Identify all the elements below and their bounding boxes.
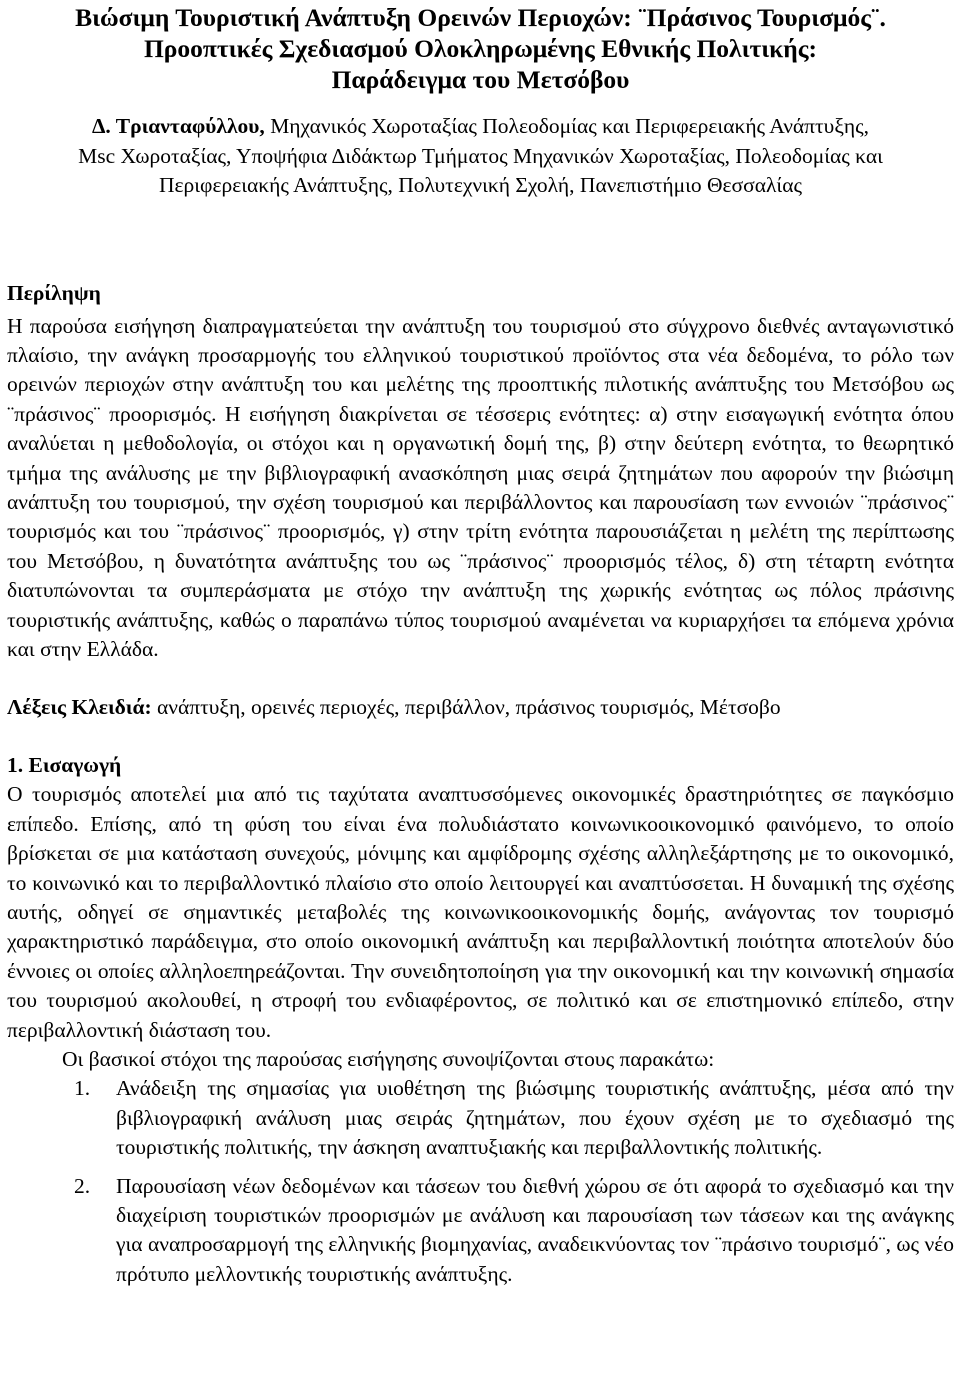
list-item-text: Ανάδειξη της σημασίας για υιοθέτηση της βιώσιμης τουριστικής ανάπτυξης, μέσα από την βιβλιογραφική ανάλυση μιας σειράς ζητημάτων, που έχουν σχέση με το σχεδιασμό της τουριστικής πολιτικής, την άσκηση αναπτυξιακής και περιβαλλοντικής πολιτικής. (116, 1076, 954, 1160)
author-line-2: Msc Χωροταξίας, Υποψήφια Διδάκτωρ Τμήματος Μηχανικών Χωροταξίας, Πολεοδομίας και (78, 143, 883, 168)
goals-intro: Οι βασικοί στόχοι της παρούσας εισήγησης συνοψίζονται στους παρακάτω: (62, 1047, 715, 1072)
goals-list (7, 1074, 954, 1289)
list-item-number: 1. (74, 1076, 91, 1101)
title-line-3: Παράδειγμα του Μετσόβου (331, 65, 630, 94)
list-item-text: Παρουσίαση νέων δεδομένων και τάσεων του διεθνή χώρου σε ότι αφορά το σχεδιασμό και την διαχείριση τουριστικών προορισμών με ανάλυση και παρουσίαση των τάσεων και της ανάγκης για αναπροσαρμογή της ελληνικής βιομηχανίας, αναδεικνύοντας τον ¨πράσινο τουρισμό¨, ως νέο πρότυπο μελλοντικής τουριστικής ανάπτυξης. (116, 1173, 954, 1286)
title-line-2: Προοπτικές Σχεδιασμού Ολοκληρωμένης Εθνικής Πολιτικής: (143, 34, 818, 63)
abstract-heading: Περίληψη (7, 280, 101, 305)
keywords-line (7, 693, 954, 722)
keywords-text: ανάπτυξη, ορεινές περιοχές, περιβάλλον, πράσινος τουρισμός, Μέτσοβο (151, 695, 781, 720)
list-item (7, 1074, 954, 1162)
introduction-paragraph: Ο τουρισμός αποτελεί μια από τις ταχύτατα αναπτυσσόμενες οικονομικές δραστηριότητες σε παγκόσμιο επίπεδο. Επίσης, από τη φύση του είναι ένα πολυδιάστατο κοινωνικοοικονομικό φαινόμενο, το οποίο βρίσκεται σε μια κατάσταση συνεχούς, μόνιμης και αμφίδρομης σχέσης αλληλεξάρτησης με το οικονομικό, το κοινωνικό και το περιβαλλοντικό πλαίσιο στο οποίο λειτουργεί και αναπτύσσεται. Η δυναμική της σχέσης αυτής, οδηγεί σε σημαντικές μεταβολές της κοινωνικοοικονομικής δομής, ανάγοντας τον τουρισμό χαρακτηριστικό παράδειγμα, στο οποίο οικονομική ανάπτυξη και περιβαλλοντική ποιότητα αποτελούν δύο έννοιες οι οποίες αλληλοεπηρεάζονται. Την συνειδητοποίηση για την οικονομική και την κοινωνική σημασία του τουρισμού ακολουθεί, η στροφή του ενδιαφέροντος, σε πολιτικό και σε επιστημονικό επίπεδο, στην περιβαλλοντική διάσταση του. (7, 782, 954, 1042)
section-heading-introduction: 1. Εισαγωγή (7, 753, 122, 778)
document-title (7, 2, 954, 95)
keywords-label: Λέξεις Κλειδιά: (7, 695, 152, 720)
title-line-1: Βιώσιμη Τουριστική Ανάπτυξη Ορεινών Περιοχών: ¨Πράσινος Τουρισμός¨. (75, 3, 886, 32)
document-page (7, 0, 954, 1289)
list-item-number: 2. (74, 1173, 91, 1198)
author-line-1 (7, 112, 954, 142)
author-block (7, 112, 954, 201)
author-affiliation-1: Μηχανικός Χωροταξίας Πολεοδομίας και Περιφερειακής Ανάπτυξης, (264, 114, 870, 138)
list-item (7, 1172, 954, 1290)
author-line-3: Περιφερειακής Ανάπτυξης, Πολυτεχνική Σχολή, Πανεπιστήμιο Θεσσαλίας (158, 173, 802, 197)
author-name: Δ. Τριανταφύλλου, (91, 114, 265, 138)
abstract-body: Η παρούσα εισήγηση διαπραγματεύεται την ανάπτυξη του τουρισμού στο σύγχρονο διεθνές ανταγωνιστικό πλαίσιο, την ανάγκη προσαρμογής του ελληνικού τουριστικού προϊόντος στα νέα δεδομένα, το ρόλο των ορεινών περιοχών στην ανάπτυξη του και μελέτης της προοπτικής πιλοτικής ανάπτυξης του Μετσόβου ως ¨πράσινος¨ προορισμός. Η εισήγηση διακρίνεται σε τέσσερις ενότητες: α) στην εισαγωγική ενότητα όπου αναλύεται η μεθοδολογία, οι στόχοι και η οργανωτική δομή της, β) στην δεύτερη ενότητα, το θεωρητικό τμήμα της ανάλυσης με την βιβλιογραφική ανασκόπηση μιας σειρά ζητημάτων που αφορούν την βιώσιμη ανάπτυξη του τουρισμού, την σχέση τουρισμού και περιβάλλοντος και παρουσίαση των εννοιών ¨πράσινος¨ τουρισμός και του ¨πράσινος¨ προορισμός, γ) στην τρίτη ενότητα παρουσιάζεται η μελέτη της περίπτωσης του Μετσόβου, η δυνατότητα ανάπτυξης του ως ¨πράσινος¨ προορισμός τέλος, δ) στη τέταρτη ενότητα διατυπώνονται τα συμπεράσματα με στόχο την ανάπτυξη της χωρικής ενότητας ως πόλος πράσινης τουριστικής ανάπτυξης, καθώς ο παραπάνω τύπος τουρισμού αναμένεται να κυριαρχήσει τα επόμενα χρόνια και στην Ελλάδα. (7, 313, 954, 661)
